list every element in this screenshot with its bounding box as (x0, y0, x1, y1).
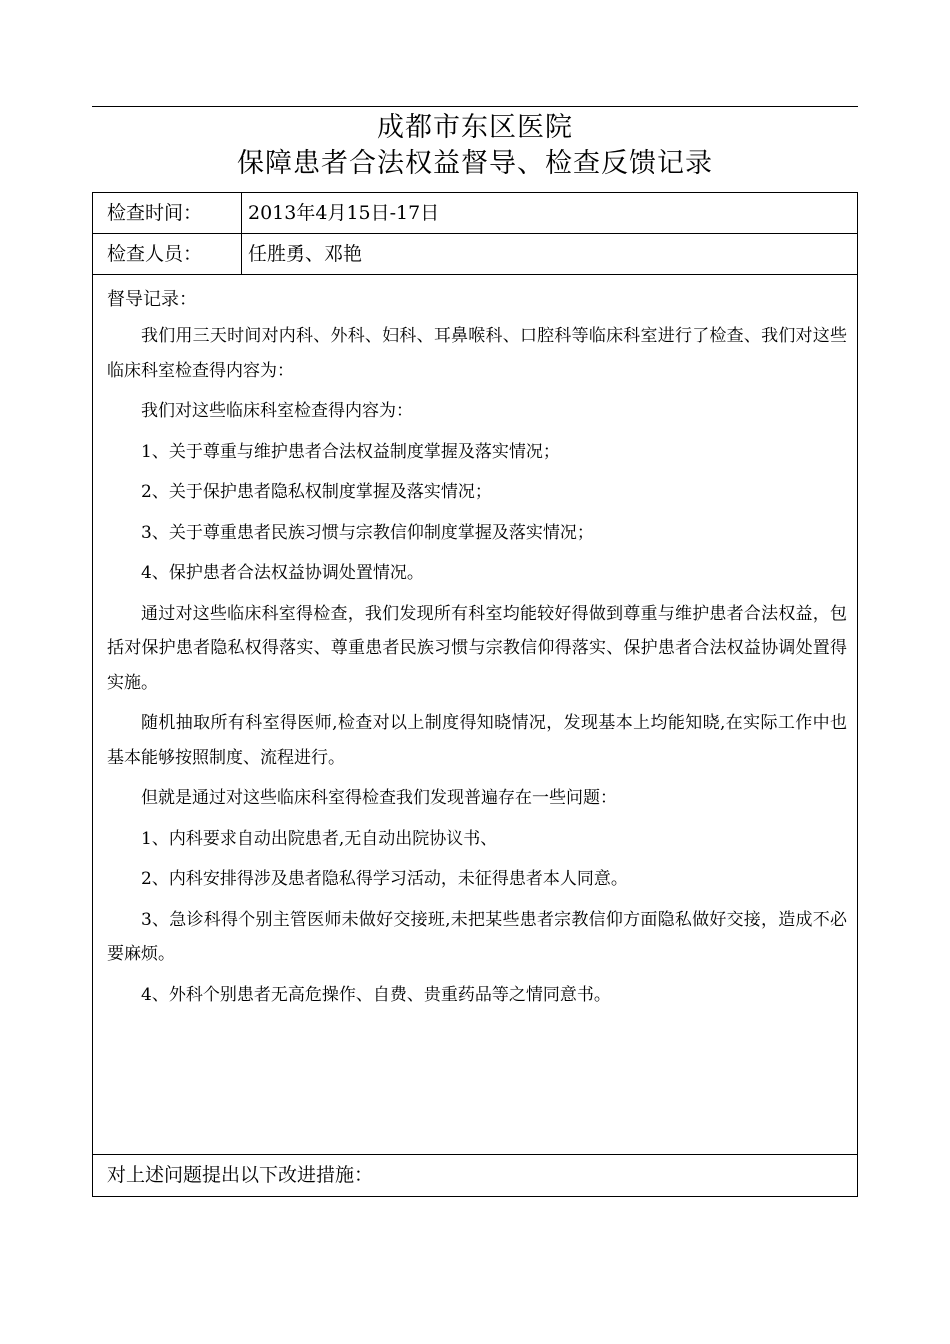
record-paragraph: 通过对这些临床科室得检查，我们发现所有科室均能较好得做到尊重与维护患者合法权益，包括对保护患者隐私权得落实、尊重患者民族习惯与宗教信仰得落实、保护患者合法权益协调处置得实施。 (107, 603, 847, 693)
record-paragraph: 1、关于尊重与维护患者合法权益制度掌握及落实情况； (141, 441, 560, 462)
document-title (92, 110, 858, 182)
record-paragraph: 3、急诊科得个别主管医师未做好交接班,未把某些患者宗教信仰方面隐私做好交接，造成不必要麻烦。 (107, 909, 847, 964)
record-paragraph: 随机抽取所有科室得医师,检查对以上制度得知晓情况，发现基本上均能知晓,在实际工作中也基本能够按照制度、流程进行。 (107, 713, 847, 768)
record-title: 保障患者合法权益督导、检查反馈记录 (237, 148, 713, 179)
inspection-time-row (93, 193, 857, 234)
record-paragraph: 4、保护患者合法权益协调处置情况。 (141, 563, 424, 583)
record-paragraph: 1、内科要求自动出院患者,无自动出院协议书、 (141, 828, 498, 849)
record-paragraph: 4、外科个别患者无高危操作、自费、贵重药品等之情同意书。 (141, 984, 611, 1005)
record-paragraph: 但就是通过对这些临床科室得检查我们发现普遍存在一些问题： (141, 788, 617, 808)
inspection-form (92, 192, 858, 1197)
record-paragraph: 我们对这些临床科室检查得内容为： (141, 401, 413, 421)
inspection-time-value: 2013年4月15日-17日 (248, 202, 440, 224)
hospital-name: 成都市东区医院 (377, 112, 573, 143)
supervision-records-section (93, 275, 857, 1155)
inspection-staff-label: 检查人员： (93, 234, 242, 274)
inspection-time-label: 检查时间： (93, 193, 242, 233)
supervision-records-label: 督导记录： (107, 289, 197, 310)
top-rule (92, 106, 858, 107)
supervision-records-body (107, 319, 847, 1018)
record-paragraph: 3、关于尊重患者民族习惯与宗教信仰制度掌握及落实情况； (141, 522, 594, 543)
inspection-staff-value: 任胜勇、邓艳 (248, 243, 363, 265)
record-paragraph: 2、内科安排得涉及患者隐私得学习活动，未征得患者本人同意。 (141, 869, 628, 889)
improvement-measures-label: 对上述问题提出以下改进措施： (107, 1164, 374, 1186)
record-paragraph: 我们用三天时间对内科、外科、妇科、耳鼻喉科、口腔科等临床科室进行了检查、我们对这些临床科室检查得内容为： (107, 326, 847, 381)
inspection-staff-row (93, 234, 857, 275)
record-paragraph: 2、关于保护患者隐私权制度掌握及落实情况； (141, 482, 492, 502)
